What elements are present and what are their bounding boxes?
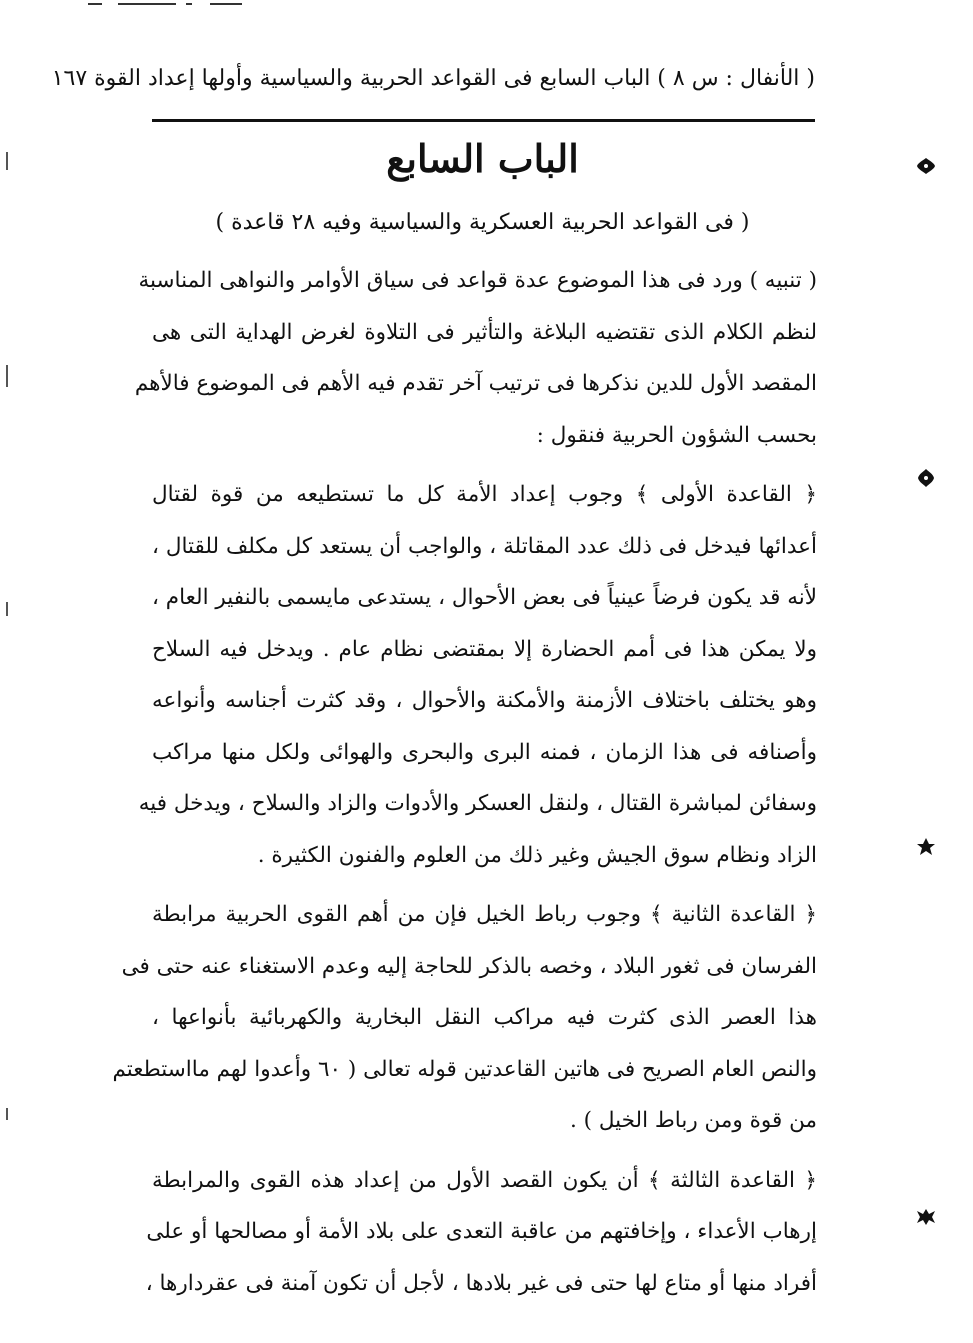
- scan-artifact: [118, 3, 176, 5]
- header-rule: [152, 119, 815, 122]
- fleuron-icon: [915, 1205, 937, 1227]
- text-line: وأصنافه فى هذا الزمان ، فمنه البرى والبحرى والهوائى ولكل منها مراكب: [152, 739, 817, 765]
- text-line: المقصد الأول للدين نذكرها فى ترتيب آخر تقدم فيه الأهم فى الموضوع فالأهم: [134, 371, 817, 396]
- scan-artifact: [6, 602, 8, 616]
- scan-artifact: [186, 3, 192, 5]
- text-line: إرهاب الأعداء ، وإخافتهم من عاقبة التعدى على بلاد الأمة أو مصالحها أو على: [146, 1219, 817, 1244]
- scan-artifact: [6, 365, 8, 387]
- text-line: وسفائن لمباشرة القتال ، ولنقل العسكر والأدوات والزاد والسلاح ، ويدخل فيه: [138, 791, 817, 816]
- text-line: وهو يختلف باختلاف الأزمنة والأمكنة والأحوال ، وقد كثرت أجناسه وأنواعه: [152, 688, 817, 713]
- body-text: [112, 255, 817, 1309]
- scan-artifact: [6, 152, 8, 170]
- text-line: ﴿ القاعدة الأولى ﴾ وجوب إعداد الأمة كل ما تستطيعه من قوة لقتال: [152, 482, 817, 507]
- paragraph-rule-1: [138, 469, 817, 881]
- text-line: والنص العام الصريح فى هاتين القاعدتين قوله تعالى ( ٦٠ وأعدوا لهم مااستطعتم: [112, 1056, 817, 1082]
- chapter-subtitle: ( فى القواعد الحربية العسكرية والسياسية وفيه ٢٨ قاعدة ): [215, 210, 750, 235]
- fleuron-icon: [915, 155, 937, 177]
- scan-artifact: [88, 3, 102, 5]
- chapter-title: الباب السابع: [386, 136, 579, 181]
- text-line: الفرسان فى ثغور البلاد ، وخصه بالذكر للحاجة إليه وعدم الاستغناء عنه حتى فى: [121, 953, 817, 979]
- text-line: لأنه قد يكون فرضاً عينياً فى بعض الأحوال ، يستدعى مايسمى بالنفير العام ،: [152, 585, 817, 610]
- scan-artifact: [210, 3, 242, 5]
- fleuron-icon: [915, 467, 937, 489]
- text-line: ﴿ القاعدة الثالثة ﴾ أن يكون القصد الأول من إعداد هذه القوى والمرابطة: [152, 1167, 817, 1193]
- text-line: من قوة ومن رباط الخيل ) .: [570, 1108, 817, 1133]
- text-line: الزاد ونظام سوق الجيش وغير ذلك من العلوم والفنون الكثيرة .: [257, 842, 817, 868]
- text-line: ( تنبيه ) ورد فى هذا الموضوع عدة قواعد فى سياق الأوامر والنواهى المناسبة: [138, 268, 817, 293]
- text-line: هذا العصر الذى كثرت فيه مراكب النقل البخارية والكهربائية بأنواعها ،: [152, 1005, 817, 1030]
- text-line: أفراد منها أو متاع لها حتى فى غير بلادها ، لأجل أن تكون آمنة فى عقردارها ،: [145, 1270, 817, 1296]
- text-line: ولا يمكن هذا فى أمم الحضارة إلا بمقتضى نظام عام . ويدخل فيه السلاح: [152, 636, 817, 662]
- text-line: بحسب الشؤون الحربية فنقول :: [536, 422, 817, 448]
- text-line: ﴿ القاعدة الثانية ﴾ وجوب رباط الخيل فإن من أهم القوى الحربية مرابطة: [152, 902, 817, 927]
- fleuron-icon: [915, 836, 937, 858]
- paragraph-rule-2: [112, 889, 817, 1147]
- text-line: أعدائها فيدخل فى ذلك عدد المقاتلة ، والواجب أن يستعد كل مكلف للقتال ،: [152, 533, 817, 559]
- paragraph-rule-3: [145, 1155, 817, 1310]
- paragraph-note: [134, 255, 817, 461]
- running-header: ( الأنفال : س ٨ ) الباب السابع فى القواعد الحربية والسياسية وأولها إعداد القوة ١٦٧: [51, 66, 815, 91]
- scan-artifact: [6, 1108, 8, 1120]
- text-line: لنظم الكلام الذى تقتضيه البلاغة والتأثير فى التلاوة لغرض الهداية التى هى: [152, 319, 817, 345]
